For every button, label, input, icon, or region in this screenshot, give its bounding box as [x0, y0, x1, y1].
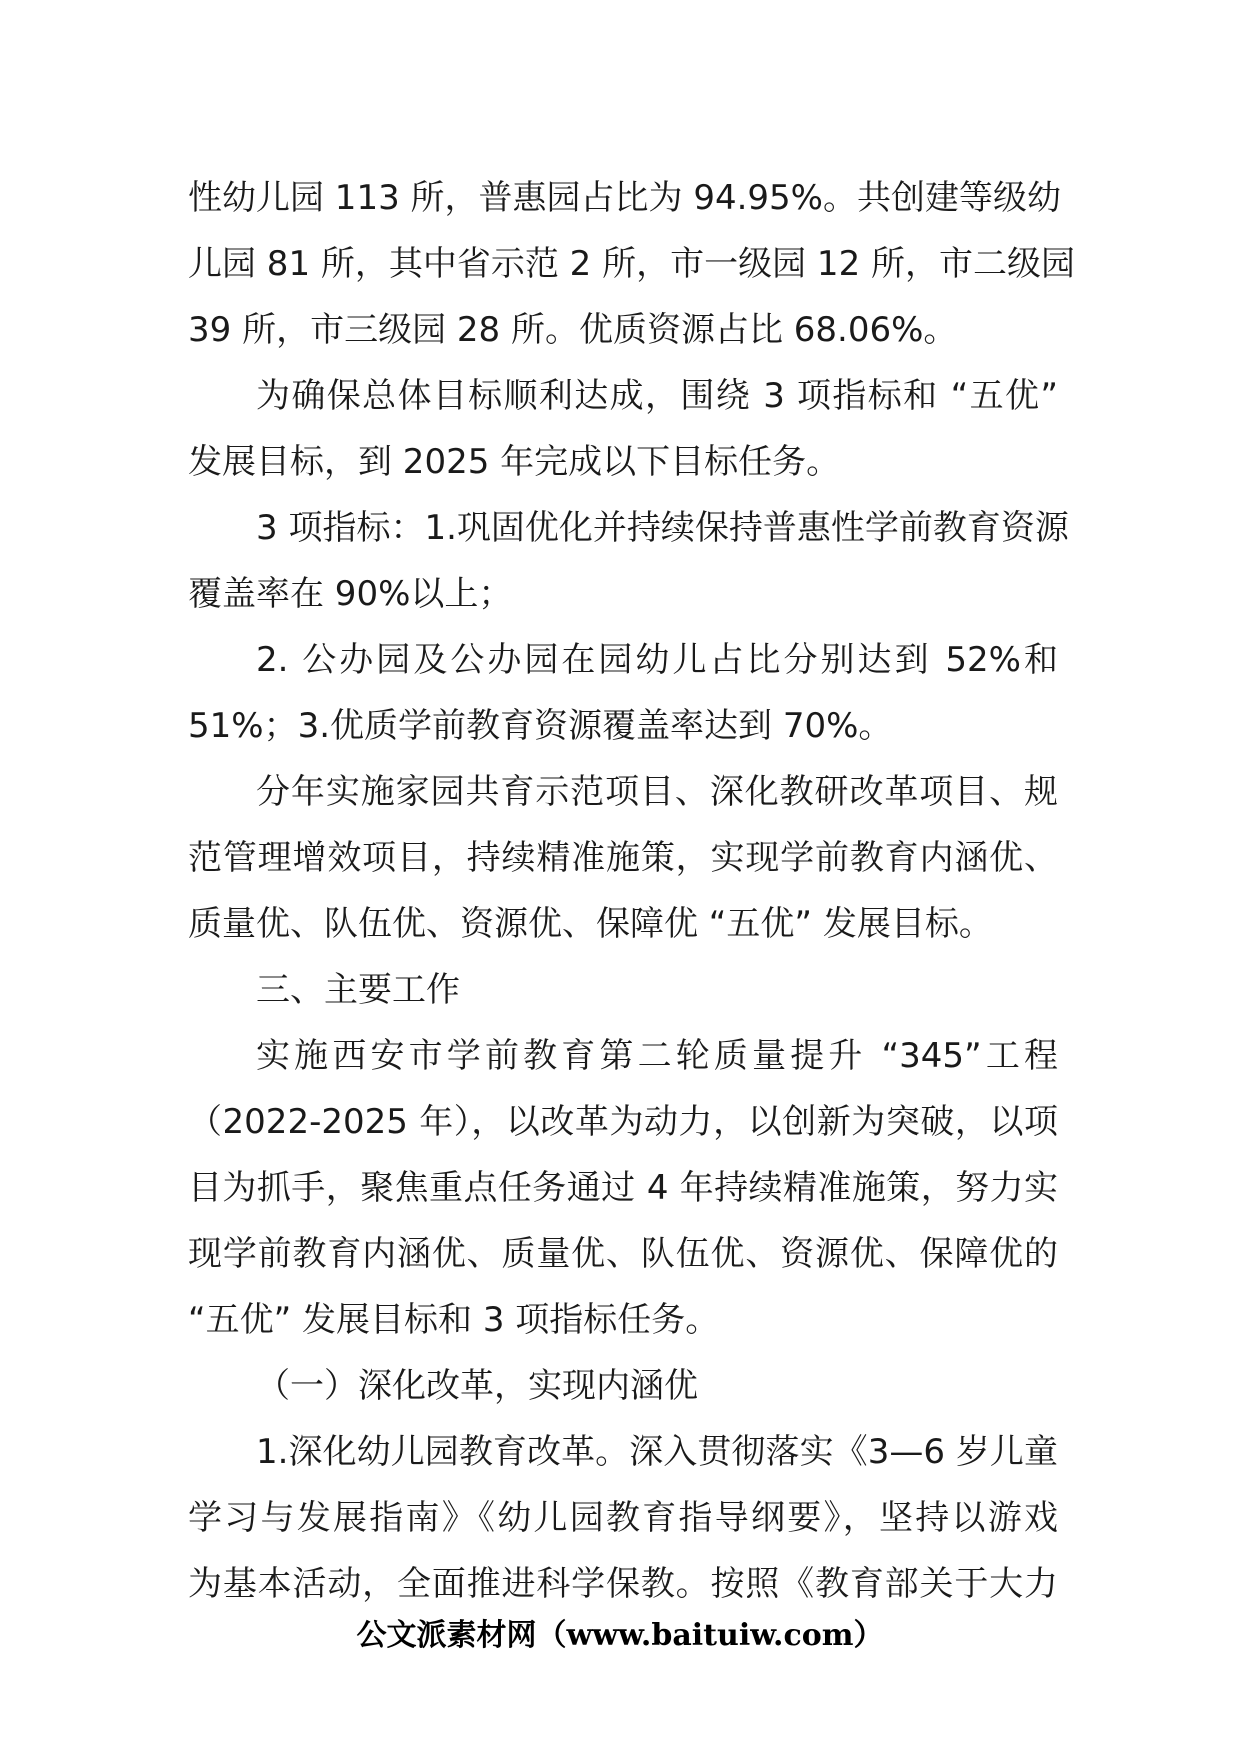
text-line: “五优” 发展目标和 3 项指标任务。: [188, 1300, 720, 1340]
text-line: 三、主要工作: [256, 970, 460, 1010]
paragraph: [188, 1419, 1058, 1617]
page-footer-watermark: 公文派素材网（www.baituiw.com）: [356, 1618, 884, 1653]
text-line: 2. 公办园及公办园在园幼儿占比分别达到 52%和: [256, 640, 1058, 680]
text-line: 质量优、队伍优、资源优、保障优 “五优” 发展目标。: [188, 904, 993, 944]
paragraph: [188, 759, 1058, 957]
text-line: 儿园 81 所，其中省示范 2 所，市一级园 12 所，市二级园: [188, 244, 1076, 284]
text-line: 39 所，市三级园 28 所。优质资源占比 68.06%。: [188, 310, 958, 350]
text-line: 3 项指标：1.巩固优化并持续保持普惠性学前教育资源: [256, 508, 1069, 548]
text-line: 分年实施家园共育示范项目、深化教研改革项目、规: [256, 772, 1058, 812]
text-line: 性幼儿园 113 所，普惠园占比为 94.95%。共创建等级幼: [188, 178, 1061, 218]
text-line: 实施西安市学前教育第二轮质量提升 “345”工程: [256, 1036, 1058, 1076]
document-body: [188, 165, 1076, 1617]
subsection-heading: [188, 1353, 1058, 1419]
text-line: （一）深化改革，实现内涵优: [256, 1366, 698, 1406]
text-line: （2022-2025 年），以改革为动力，以创新为突破，以项: [188, 1102, 1058, 1142]
text-line: 范管理增效项目，持续精准施策，实现学前教育内涵优、: [188, 838, 1058, 878]
text-line: 学习与发展指南》《幼儿园教育指导纲要》，坚持以游戏: [188, 1498, 1058, 1538]
paragraph: [188, 363, 1058, 495]
text-line: 覆盖率在 90%以上；: [188, 574, 513, 614]
text-line: 为确保总体目标顺利达成，围绕 3 项指标和 “五优”: [256, 376, 1058, 416]
text-line: 51%；3.优质学前教育资源覆盖率达到 70%。: [188, 706, 893, 746]
text-line: 现学前教育内涵优、质量优、队伍优、资源优、保障优的: [188, 1234, 1058, 1274]
text-line: 目为抓手，聚焦重点任务通过 4 年持续精准施策，努力实: [188, 1168, 1058, 1208]
text-line: 为基本活动，全面推进科学保教。按照《教育部关于大力: [188, 1564, 1058, 1604]
paragraph: [188, 627, 1058, 759]
text-line: 发展目标，到 2025 年完成以下目标任务。: [188, 442, 841, 482]
section-heading: [188, 957, 1058, 1023]
paragraph: [188, 495, 1069, 627]
paragraph: [188, 1023, 1058, 1353]
text-line: 1.深化幼儿园教育改革。深入贯彻落实《3—6 岁儿童: [256, 1432, 1058, 1472]
paragraph: [188, 165, 1076, 363]
